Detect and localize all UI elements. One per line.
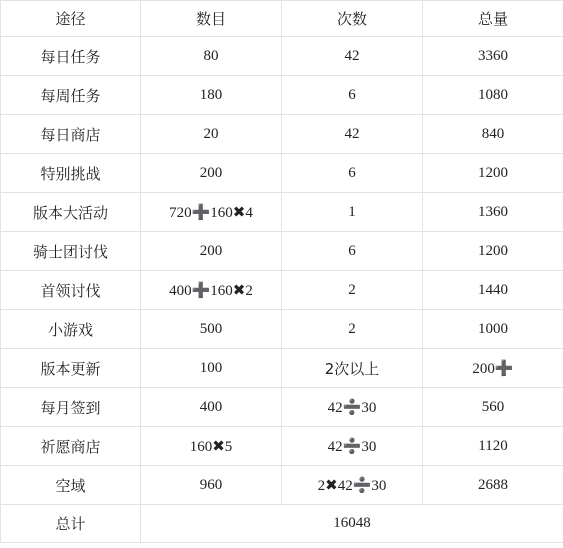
cell-source: 祈愿商店	[1, 427, 141, 466]
cell-source: 空域	[1, 466, 141, 505]
cell-source: 版本更新	[1, 349, 141, 388]
cell-source: 首领讨伐	[1, 271, 141, 310]
table-row	[1, 76, 563, 115]
cell-total: 3360	[423, 37, 563, 76]
cell-amount: 400	[141, 388, 282, 427]
cell-amount: 80	[141, 37, 282, 76]
cell-amount: 720➕160✖4	[141, 193, 282, 232]
cell-amount: 160✖5	[141, 427, 282, 466]
cell-total: 840	[423, 115, 563, 154]
cell-total: 1200	[423, 232, 563, 271]
cell-source: 小游戏	[1, 310, 141, 349]
cell-times: 42➗30	[282, 388, 423, 427]
cell-amount: 960	[141, 466, 282, 505]
table-row	[1, 466, 563, 505]
total-row	[1, 505, 563, 543]
cell-source: 每月签到	[1, 388, 141, 427]
cell-total: 1000	[423, 310, 563, 349]
table-row	[1, 349, 563, 388]
cell-total: 1200	[423, 154, 563, 193]
cell-times: 1	[282, 193, 423, 232]
cell-total: 1120	[423, 427, 563, 466]
cell-total: 560	[423, 388, 563, 427]
cell-amount: 500	[141, 310, 282, 349]
table-header-row	[1, 1, 563, 37]
cell-total: 1360	[423, 193, 563, 232]
header-source: 途径	[1, 1, 141, 37]
cell-times: 2次以上	[282, 349, 423, 388]
cell-source: 每周任务	[1, 76, 141, 115]
table-row	[1, 310, 563, 349]
cell-source: 骑士团讨伐	[1, 232, 141, 271]
cell-times: 6	[282, 232, 423, 271]
table-row	[1, 427, 563, 466]
header-times: 次数	[282, 1, 423, 37]
table-row	[1, 154, 563, 193]
cell-times: 2	[282, 271, 423, 310]
cell-times: 2✖42➗30	[282, 466, 423, 505]
cell-times: 42	[282, 37, 423, 76]
cell-times: 2	[282, 310, 423, 349]
cell-times: 42➗30	[282, 427, 423, 466]
cell-amount: 20	[141, 115, 282, 154]
cell-amount: 200	[141, 154, 282, 193]
cell-source: 特别挑战	[1, 154, 141, 193]
cell-total: 2688	[423, 466, 563, 505]
table-row	[1, 232, 563, 271]
table-row	[1, 193, 563, 232]
cell-times: 6	[282, 154, 423, 193]
header-amount: 数目	[141, 1, 282, 37]
cell-source: 版本大活动	[1, 193, 141, 232]
cell-total: 1440	[423, 271, 563, 310]
table-row	[1, 388, 563, 427]
cell-times: 6	[282, 76, 423, 115]
cell-times: 42	[282, 115, 423, 154]
cell-total: 1080	[423, 76, 563, 115]
cell-source: 每日商店	[1, 115, 141, 154]
cell-source: 每日任务	[1, 37, 141, 76]
cell-amount: 180	[141, 76, 282, 115]
cell-amount: 200	[141, 232, 282, 271]
header-total: 总量	[423, 1, 563, 37]
table-row	[1, 37, 563, 76]
table-row	[1, 115, 563, 154]
cell-amount: 100	[141, 349, 282, 388]
table-row	[1, 271, 563, 310]
cell-total: 200➕	[423, 349, 563, 388]
total-label: 总计	[1, 505, 141, 543]
total-value: 16048	[141, 505, 563, 543]
cell-amount: 400➕160✖2	[141, 271, 282, 310]
